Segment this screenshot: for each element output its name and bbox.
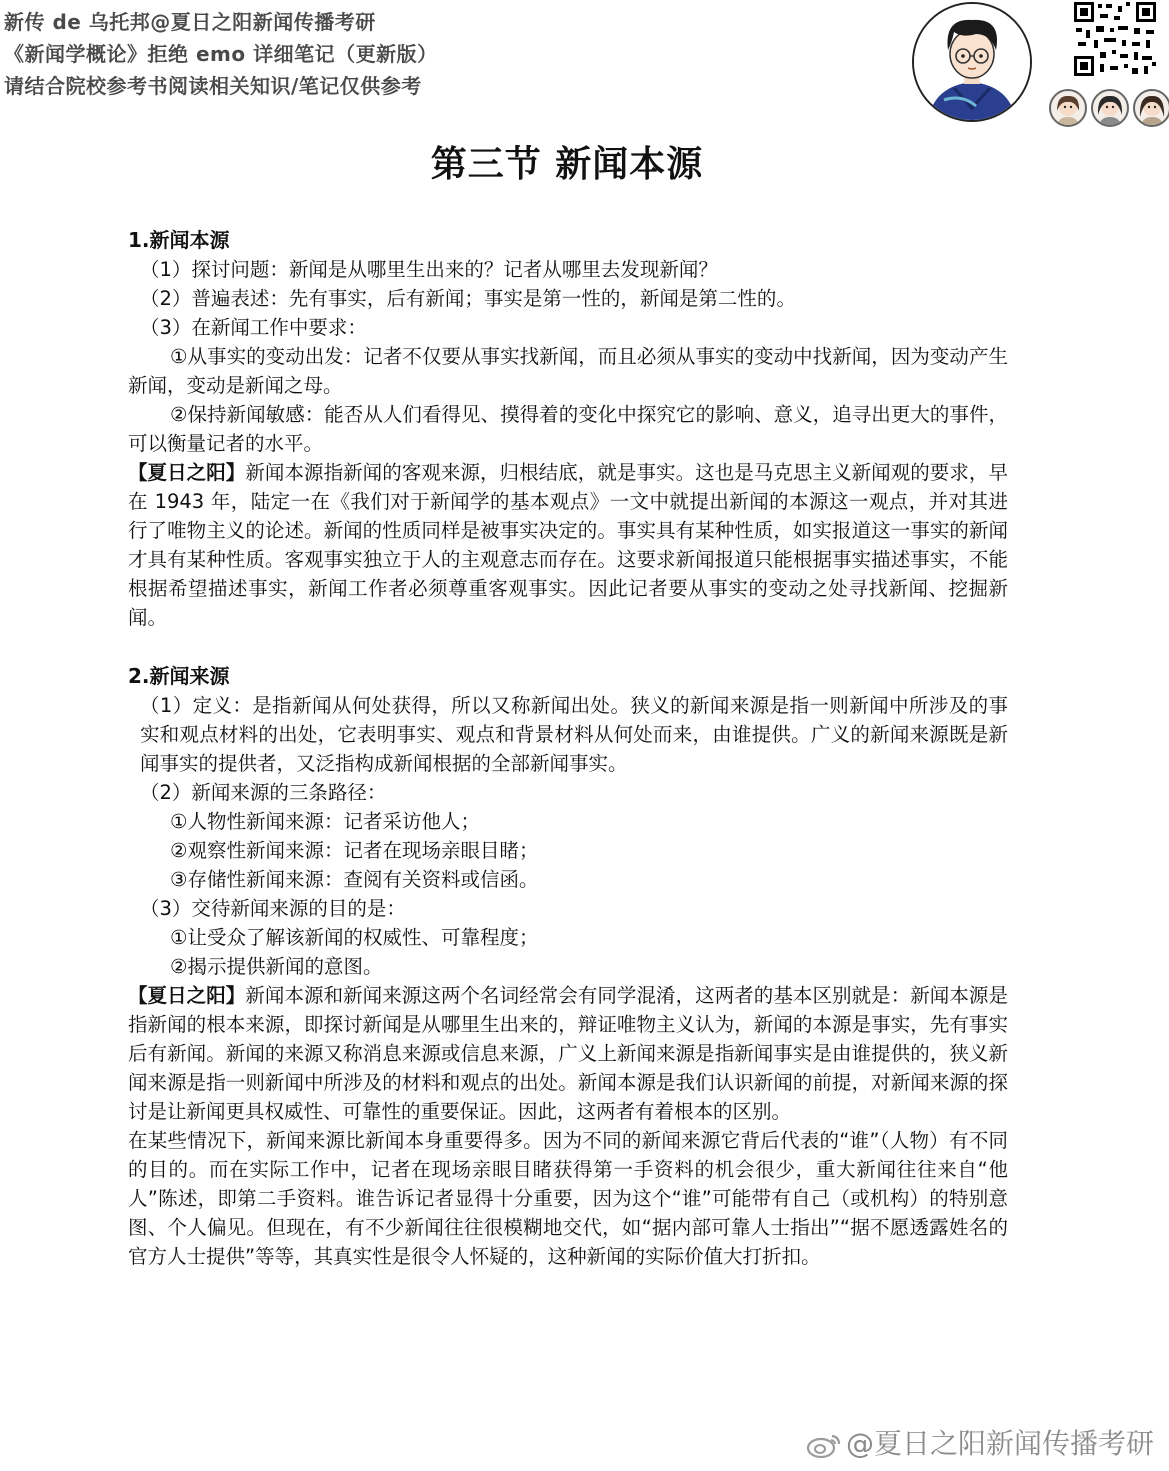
mini-avatar-1 (1049, 89, 1087, 127)
section2-item-2: （2）新闻来源的三条路径： (140, 781, 387, 804)
section2-subitem-3: ③存储性新闻来源：查阅有关资料或信函。 (170, 868, 539, 891)
page-title: 第三节 新闻本源 (430, 144, 704, 185)
girl-avatar-icon (1093, 91, 1127, 125)
section-heading-2: 2.新闻来源 (128, 664, 230, 688)
note-text: 新闻本源和新闻来源这两个名词经常会有同学混淆，这两者的基本区别就是：新闻本源是指新闻的根本来源，即探讨新闻是从哪里生出来的，辩证唯物主义认为，新闻的本源是事实，先有事实后有新闻。新闻的来源又称消息来源或信息来源，广义上新闻来源是指新闻事实是由谁提供的，狭义新闻来源是指一则新闻中所涉及的材料和观点的出处。新闻本源是我们认识新闻的前提，对新闻来源的探讨是让新闻更具权威性、可靠性的重要保证。因此，这两者有着根本的区别。 (128, 984, 1008, 1123)
section1-item-2: （2）普遍表述：先有事实，后有新闻；事实是第一性的，新闻是第二性的。 (140, 287, 796, 310)
qr-code (1072, 0, 1158, 78)
mini-avatar-2 (1091, 89, 1129, 127)
weibo-watermark (806, 1422, 1154, 1462)
section2-subitem-1: ①人物性新闻来源：记者采访他人； (170, 810, 480, 833)
section1-item-1: （1）探讨问题：新闻是从哪里生出来的？记者从哪里去发现新闻？ (140, 258, 718, 281)
header-line-1: 新传 de 乌托邦@夏日之阳新闻传播考研 (4, 10, 376, 34)
header-notes (4, 6, 438, 102)
girl-avatar-icon (1051, 91, 1085, 125)
girl-avatar-icon (1135, 91, 1169, 125)
avatar-illustration (914, 4, 1030, 120)
section2-subitem-4: ①让受众了解该新闻的权威性、可靠程度； (170, 926, 539, 949)
section2-subitem-2: ②观察性新闻来源：记者在现场亲眼目睹； (170, 839, 539, 862)
section2-subitem-5: ②揭示提供新闻的意图。 (170, 955, 383, 978)
section2-item-3: （3）交待新闻来源的目的是： (140, 897, 406, 920)
section-spacer (128, 632, 1008, 662)
header-line-3: 请结合院校参考书阅读相关知识/笔记仅供参考 (4, 74, 422, 98)
watermark-text: @夏日之阳新闻传播考研 (846, 1427, 1155, 1460)
note-tag: 【夏日之阳】 (128, 984, 246, 1007)
note-text: 新闻本源指新闻的客观来源，归根结底，就是事实。这也是马克思主义新闻观的要求，早在 1943 年，陆定一在《我们对于新闻学的基本观点》一文中就提出新闻的本源这一观点，并对其进行了唯物主义的论述。新闻的性质同样是被事实决定的。事实具有某种性质，如实报道这一事实的新闻才具有某种性质。客观事实独立于人的主观意志而存在。这要求新闻报道只能根据事实描述事实，不能根据希望描述事实，新闻工作者必须尊重客观事实。因此记者要从事实的变动之处寻找新闻、挖掘新闻。 (128, 461, 1008, 629)
section1-item-3: （3）在新闻工作中要求： (140, 316, 367, 339)
section1-subitem-2: ②保持新闻敏感：能否从人们看得见、摸得着的变化中探究它的影响、意义，追寻出更大的事件，可以衡量记者的水平。 (128, 403, 1008, 455)
section2-item-1: （1）定义：是指新闻从何处获得，所以又称新闻出处。狭义的新闻来源是指一则新闻中所涉及的事实和观点材料的出处，它表明事实、观点和背景材料从何处而来，由谁提供。广义的新闻来源既是新闻事实的提供者，又泛指构成新闻根据的全部新闻事实。 (140, 694, 1008, 775)
qr-code-graphic (1072, 0, 1158, 78)
section1-note (128, 458, 1008, 632)
weibo-icon (806, 1431, 842, 1459)
section2-note (128, 981, 1008, 1126)
avatar (912, 2, 1032, 122)
note-body (128, 226, 1008, 1271)
note-tag: 【夏日之阳】 (128, 461, 246, 484)
section1-subitem-1: ①从事实的变动出发：记者不仅要从事实找新闻，而且必须从事实的变动中找新闻，因为变动产生新闻，变动是新闻之母。 (128, 345, 1008, 397)
mini-avatars (1049, 89, 1169, 129)
header-line-2: 《新闻学概论》拒绝 emo 详细笔记（更新版） (4, 42, 438, 66)
mini-avatar-3 (1133, 89, 1169, 127)
section2-paragraph: 在某些情况下，新闻来源比新闻本身重要得多。因为不同的新闻来源它背后代表的“谁”（人物）有不同的目的。而在实际工作中，记者在现场亲眼目睹获得第一手资料的机会很少，重大新闻往往来自“他人”陈述，即第二手资料。谁告诉记者显得十分重要，因为这个“谁”可能带有自己（或机构）的特别意图、个人偏见。但现在，有不少新闻往往很模糊地交代，如“据内部可靠人士指出”“据不愿透露姓名的官方人士提供”等等，其真实性是很令人怀疑的，这种新闻的实际价值大打折扣。 (128, 1129, 1008, 1268)
section-heading-1: 1.新闻本源 (128, 228, 230, 252)
